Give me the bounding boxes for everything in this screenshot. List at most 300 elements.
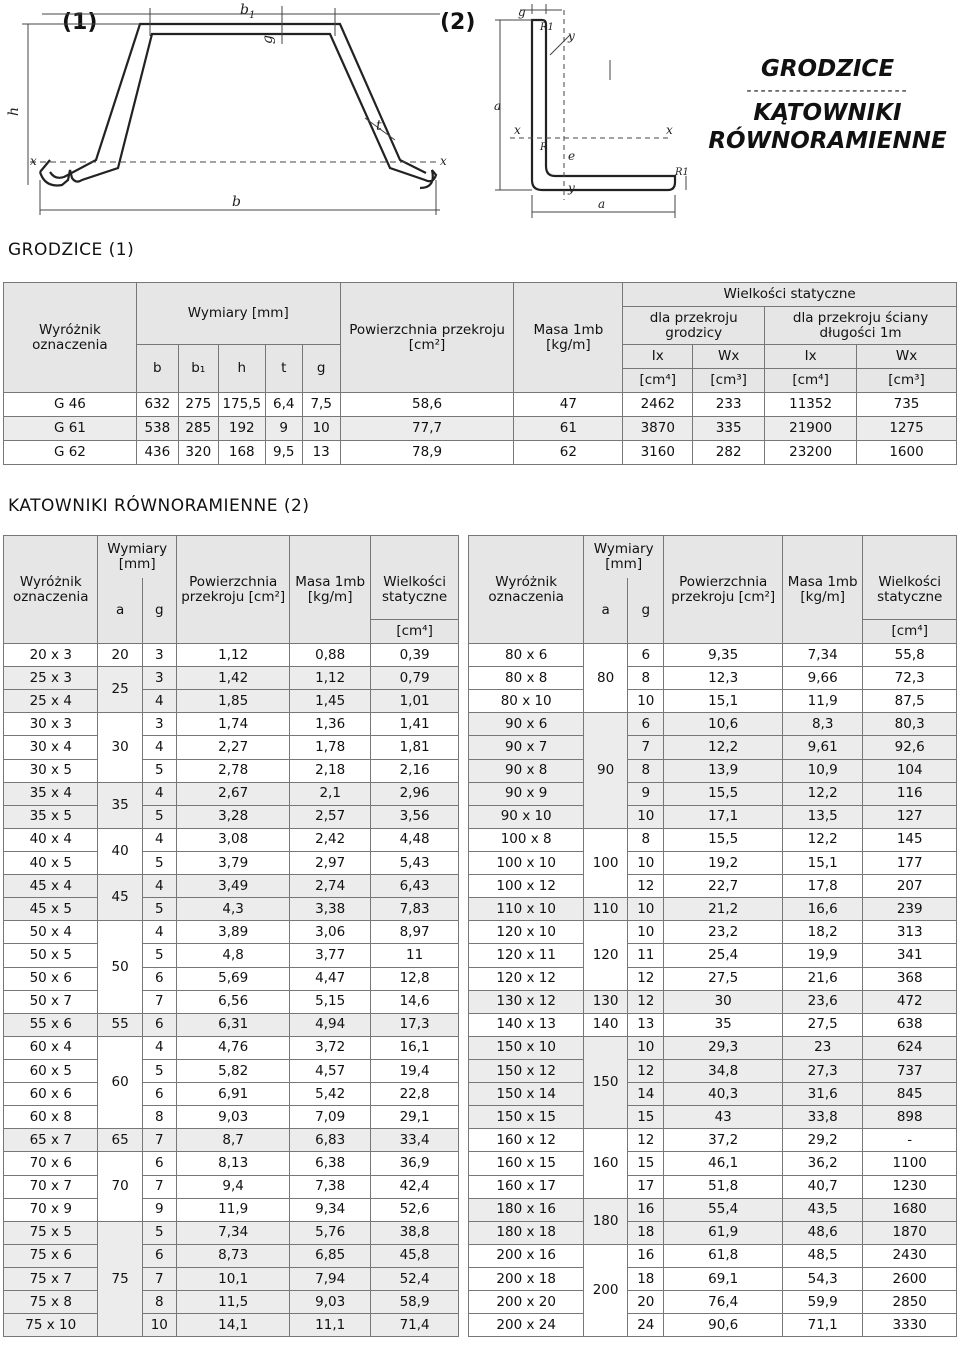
angle-designation-right: 180 x 16 xyxy=(469,1198,584,1221)
angle-mass-right: 7,34 xyxy=(783,644,863,667)
angle-g-left: 5 xyxy=(142,805,176,828)
angle-area-right: 76,4 xyxy=(664,1291,783,1314)
table-cell: 9 xyxy=(265,417,302,441)
table-cell: 3870 xyxy=(623,417,693,441)
angle-ix-right: 207 xyxy=(863,875,957,898)
angle-mass-right: 16,6 xyxy=(783,898,863,921)
table-cell: 62 xyxy=(514,441,623,465)
angle-mass-left: 1,36 xyxy=(290,713,370,736)
g-head-b1: b₁ xyxy=(178,345,218,393)
angle-mass-right: 13,5 xyxy=(783,805,863,828)
angle-mass-left: 7,38 xyxy=(290,1175,370,1198)
angle-area-left: 2,67 xyxy=(176,782,290,805)
table-separator xyxy=(459,690,469,713)
angle-ix-left: 14,6 xyxy=(370,990,458,1013)
angle-designation-right: 120 x 10 xyxy=(469,921,584,944)
angle-g-right: 8 xyxy=(628,667,664,690)
svg-text:R: R xyxy=(540,142,548,153)
k-head-wyroznik-r: Wyróżnik oznaczenia xyxy=(469,536,584,644)
table-row xyxy=(4,1314,957,1337)
angle-mass-left: 3,77 xyxy=(290,944,370,967)
angle-mass-left: 3,72 xyxy=(290,1036,370,1059)
angle-ix-left: 45,8 xyxy=(370,1244,458,1267)
svg-text:x: x xyxy=(514,123,521,137)
angle-ix-left: 19,4 xyxy=(370,1059,458,1082)
table-cell: 6,4 xyxy=(265,393,302,417)
angle-area-left: 4,3 xyxy=(176,898,290,921)
angle-a-right: 110 xyxy=(583,898,627,921)
angle-ix-left: 58,9 xyxy=(370,1291,458,1314)
table-row xyxy=(4,782,957,805)
angle-a-left: 55 xyxy=(98,1013,142,1036)
angle-designation-left: 40 x 5 xyxy=(4,851,98,874)
table-cell: 77,7 xyxy=(340,417,514,441)
angle-ix-right: 127 xyxy=(863,805,957,828)
g-head-b: b xyxy=(136,345,178,393)
angle-a-left: 35 xyxy=(98,782,142,828)
angle-designation-left: 55 x 6 xyxy=(4,1013,98,1036)
table-cell: 58,6 xyxy=(340,393,514,417)
angle-g-left: 6 xyxy=(142,1244,176,1267)
angle-mass-left: 6,85 xyxy=(290,1244,370,1267)
angle-a-right: 200 xyxy=(583,1244,627,1336)
angle-ix-right: 1680 xyxy=(863,1198,957,1221)
table-cell: 7,5 xyxy=(302,393,340,417)
angle-ix-left: 52,4 xyxy=(370,1267,458,1290)
svg-text:y: y xyxy=(568,181,575,195)
angle-g-right: 12 xyxy=(628,1059,664,1082)
angle-designation-right: 80 x 8 xyxy=(469,667,584,690)
angle-a-left: 60 xyxy=(98,1036,142,1128)
table-cell: G 46 xyxy=(4,393,137,417)
angle-g-left: 5 xyxy=(142,759,176,782)
table-cell: 1600 xyxy=(857,441,957,465)
table-separator xyxy=(459,1221,469,1244)
angle-ix-left: 3,56 xyxy=(370,805,458,828)
angle-ix-right: 177 xyxy=(863,851,957,874)
angle-mass-right: 12,2 xyxy=(783,782,863,805)
angle-g-left: 4 xyxy=(142,828,176,851)
angle-g-left: 8 xyxy=(142,1106,176,1129)
table-cell: 9,5 xyxy=(265,441,302,465)
svg-text:g: g xyxy=(260,35,276,44)
angle-mass-right: 59,9 xyxy=(783,1291,863,1314)
angle-area-right: 90,6 xyxy=(664,1314,783,1337)
angle-designation-right: 120 x 12 xyxy=(469,967,584,990)
angle-area-right: 40,3 xyxy=(664,1083,783,1106)
angle-designation-left: 75 x 6 xyxy=(4,1244,98,1267)
angle-drawing xyxy=(470,0,700,230)
angle-designation-left: 75 x 10 xyxy=(4,1314,98,1337)
table-cell: 10 xyxy=(302,417,340,441)
angle-designation-right: 160 x 17 xyxy=(469,1175,584,1198)
angle-letters xyxy=(494,5,689,211)
g-head-sciany: dla przekroju ściany długości 1m xyxy=(765,307,957,345)
angle-designation-left: 75 x 5 xyxy=(4,1221,98,1244)
angle-g-right: 9 xyxy=(628,782,664,805)
angle-designation-right: 100 x 10 xyxy=(469,851,584,874)
angle-ix-left: 11 xyxy=(370,944,458,967)
angle-ix-left: 16,1 xyxy=(370,1036,458,1059)
table-separator xyxy=(459,1013,469,1036)
table-row xyxy=(4,1036,957,1059)
angle-mass-right: 9,61 xyxy=(783,736,863,759)
angle-area-left: 4,8 xyxy=(176,944,290,967)
angle-area-left: 8,7 xyxy=(176,1129,290,1152)
table-cell: 61 xyxy=(514,417,623,441)
angle-ix-right: 3330 xyxy=(863,1314,957,1337)
angle-designation-right: 200 x 18 xyxy=(469,1267,584,1290)
svg-text:e: e xyxy=(568,149,576,163)
angle-area-right: 15,5 xyxy=(664,828,783,851)
table-row xyxy=(4,944,957,967)
angle-a-right: 150 xyxy=(583,1036,627,1128)
table-row xyxy=(4,736,957,759)
angle-area-left: 8,73 xyxy=(176,1244,290,1267)
angle-area-right: 21,2 xyxy=(664,898,783,921)
angle-a-right: 130 xyxy=(583,990,627,1013)
angle-designation-right: 180 x 18 xyxy=(469,1221,584,1244)
angle-designation-right: 100 x 8 xyxy=(469,828,584,851)
angle-a-left: 70 xyxy=(98,1152,142,1221)
table-cell: 78,9 xyxy=(340,441,514,465)
angle-area-right: 29,3 xyxy=(664,1036,783,1059)
angle-mass-right: 31,6 xyxy=(783,1083,863,1106)
angle-g-left: 4 xyxy=(142,921,176,944)
angle-ix-right: 2430 xyxy=(863,1244,957,1267)
angle-mass-left: 0,88 xyxy=(290,644,370,667)
angle-mass-right: 10,9 xyxy=(783,759,863,782)
angle-area-right: 10,6 xyxy=(664,713,783,736)
angle-g-left: 3 xyxy=(142,644,176,667)
angle-mass-left: 11,1 xyxy=(290,1314,370,1337)
table-separator xyxy=(459,1036,469,1059)
k-head-wielk-r: Wielkości statyczne xyxy=(863,536,957,620)
title-line2: KĄTOWNIKI xyxy=(753,100,902,126)
angle-g-left: 6 xyxy=(142,1152,176,1175)
angle-designation-right: 100 x 12 xyxy=(469,875,584,898)
angle-designation-left: 50 x 6 xyxy=(4,967,98,990)
angle-designation-right: 150 x 12 xyxy=(469,1059,584,1082)
angle-ix-right: 472 xyxy=(863,990,957,1013)
table-row xyxy=(4,667,957,690)
table-separator xyxy=(459,782,469,805)
angle-a-left: 25 xyxy=(98,667,142,713)
table-separator xyxy=(459,990,469,1013)
table-cell: 282 xyxy=(693,441,765,465)
angle-area-left: 11,5 xyxy=(176,1291,290,1314)
angle-area-left: 6,91 xyxy=(176,1083,290,1106)
angle-mass-left: 9,03 xyxy=(290,1291,370,1314)
angle-mass-left: 1,12 xyxy=(290,667,370,690)
angle-ix-left: 17,3 xyxy=(370,1013,458,1036)
g-head-ix2: Ix xyxy=(765,345,857,369)
k-head-masa-r: Masa 1mb [kg/m] xyxy=(783,536,863,644)
g-unit-wx1: [cm³] xyxy=(693,369,765,393)
table-separator xyxy=(459,828,469,851)
angle-designation-right: 160 x 15 xyxy=(469,1152,584,1175)
angle-mass-right: 21,6 xyxy=(783,967,863,990)
table-separator xyxy=(459,1198,469,1221)
g-head-t: t xyxy=(265,345,302,393)
angle-designation-right: 150 x 15 xyxy=(469,1106,584,1129)
svg-text:R1: R1 xyxy=(540,22,554,33)
angle-mass-right: 29,2 xyxy=(783,1129,863,1152)
table-row xyxy=(4,1267,957,1290)
angle-mass-left: 1,45 xyxy=(290,690,370,713)
angle-area-right: 9,35 xyxy=(664,644,783,667)
table-separator xyxy=(459,944,469,967)
angle-area-left: 3,49 xyxy=(176,875,290,898)
angle-g-right: 20 xyxy=(628,1291,664,1314)
angle-area-left: 2,78 xyxy=(176,759,290,782)
angle-g-right: 24 xyxy=(628,1314,664,1337)
angle-designation-left: 65 x 7 xyxy=(4,1129,98,1152)
table-row xyxy=(4,393,957,417)
table-row xyxy=(4,1129,957,1152)
table-row xyxy=(4,690,957,713)
angle-area-left: 2,27 xyxy=(176,736,290,759)
svg-text:g: g xyxy=(518,5,526,19)
angle-area-left: 9,03 xyxy=(176,1106,290,1129)
table-separator xyxy=(459,967,469,990)
angle-g-left: 5 xyxy=(142,944,176,967)
svg-text:x: x xyxy=(440,154,447,168)
figure-1-label: (1) xyxy=(62,10,98,35)
angle-area-right: 55,4 xyxy=(664,1198,783,1221)
angle-ix-left: 4,48 xyxy=(370,828,458,851)
g-head-pow: Powierzchnia przekroju [cm²] xyxy=(340,283,514,393)
table-cell: 275 xyxy=(178,393,218,417)
angle-mass-left: 3,38 xyxy=(290,898,370,921)
angle-g-right: 12 xyxy=(628,990,664,1013)
angle-g-left: 3 xyxy=(142,667,176,690)
angle-g-left: 8 xyxy=(142,1291,176,1314)
k-unit-ix-l: [cm⁴] xyxy=(370,620,458,644)
katowniki-table xyxy=(3,535,957,1337)
angle-g-left: 5 xyxy=(142,1221,176,1244)
angle-designation-right: 200 x 16 xyxy=(469,1244,584,1267)
angle-mass-left: 5,15 xyxy=(290,990,370,1013)
angle-g-right: 6 xyxy=(628,644,664,667)
angle-mass-left: 2,1 xyxy=(290,782,370,805)
angle-designation-right: 150 x 14 xyxy=(469,1083,584,1106)
angle-g-right: 11 xyxy=(628,944,664,967)
angle-ix-left: 6,43 xyxy=(370,875,458,898)
angle-designation-left: 25 x 3 xyxy=(4,667,98,690)
angle-designation-right: 80 x 10 xyxy=(469,690,584,713)
angle-g-left: 6 xyxy=(142,1083,176,1106)
angle-area-right: 13,9 xyxy=(664,759,783,782)
angle-area-right: 43 xyxy=(664,1106,783,1129)
table-cell: G 61 xyxy=(4,417,137,441)
angle-area-right: 25,4 xyxy=(664,944,783,967)
angle-area-left: 3,08 xyxy=(176,828,290,851)
angle-area-right: 15,1 xyxy=(664,690,783,713)
k-head-wielk-l: Wielkości statyczne xyxy=(370,536,458,620)
angle-g-right: 16 xyxy=(628,1198,664,1221)
angle-ix-right: 1870 xyxy=(863,1221,957,1244)
table-separator xyxy=(459,875,469,898)
angle-mass-right: 36,2 xyxy=(783,1152,863,1175)
table-cell: 23200 xyxy=(765,441,857,465)
table-separator xyxy=(459,1175,469,1198)
angle-area-left: 5,69 xyxy=(176,967,290,990)
angle-mass-left: 2,18 xyxy=(290,759,370,782)
angle-ix-right: 845 xyxy=(863,1083,957,1106)
angle-designation-right: 150 x 10 xyxy=(469,1036,584,1059)
angle-designation-left: 60 x 8 xyxy=(4,1106,98,1129)
angle-ix-left: 52,6 xyxy=(370,1198,458,1221)
table-cell: 168 xyxy=(218,441,265,465)
table-separator xyxy=(459,1314,469,1337)
angle-a-right: 100 xyxy=(583,828,627,897)
angle-designation-left: 70 x 6 xyxy=(4,1152,98,1175)
angle-g-left: 7 xyxy=(142,1267,176,1290)
table-separator xyxy=(459,1152,469,1175)
k-head-g-l: g xyxy=(142,578,176,644)
angle-ix-left: 22,8 xyxy=(370,1083,458,1106)
table-cell: 11352 xyxy=(765,393,857,417)
table-row xyxy=(4,1152,957,1175)
angle-g-right: 17 xyxy=(628,1175,664,1198)
g-unit-ix2: [cm⁴] xyxy=(765,369,857,393)
table-separator xyxy=(459,713,469,736)
g-head-masa: Masa 1mb [kg/m] xyxy=(514,283,623,393)
angle-ix-right: 116 xyxy=(863,782,957,805)
angle-mass-left: 5,76 xyxy=(290,1221,370,1244)
g-head-ix1: Ix xyxy=(623,345,693,369)
table-cell: 3160 xyxy=(623,441,693,465)
angle-a-right: 180 xyxy=(583,1198,627,1244)
angle-g-right: 8 xyxy=(628,828,664,851)
angle-area-left: 6,31 xyxy=(176,1013,290,1036)
angle-designation-left: 25 x 4 xyxy=(4,690,98,713)
table-separator xyxy=(459,759,469,782)
angle-area-right: 17,1 xyxy=(664,805,783,828)
angle-a-right: 140 xyxy=(583,1013,627,1036)
angle-g-left: 9 xyxy=(142,1198,176,1221)
angle-g-right: 6 xyxy=(628,713,664,736)
angle-mass-right: 71,1 xyxy=(783,1314,863,1337)
angle-g-right: 18 xyxy=(628,1267,664,1290)
table-row xyxy=(4,805,957,828)
table-row xyxy=(4,1198,957,1221)
angle-mass-right: 48,6 xyxy=(783,1221,863,1244)
angle-g-right: 13 xyxy=(628,1013,664,1036)
title-line1: GRODZICE xyxy=(760,56,895,82)
table-separator xyxy=(459,1291,469,1314)
table-separator xyxy=(459,644,469,667)
angle-area-right: 30 xyxy=(664,990,783,1013)
table-row xyxy=(4,1106,957,1129)
angle-mass-right: 27,3 xyxy=(783,1059,863,1082)
angle-area-right: 37,2 xyxy=(664,1129,783,1152)
angle-g-left: 4 xyxy=(142,736,176,759)
angle-g-left: 7 xyxy=(142,1175,176,1198)
table-cell: 192 xyxy=(218,417,265,441)
angle-a-right: 80 xyxy=(583,644,627,713)
svg-text:x: x xyxy=(666,123,673,137)
angle-g-left: 5 xyxy=(142,851,176,874)
angle-designation-left: 50 x 5 xyxy=(4,944,98,967)
sheet-pile-profile xyxy=(40,24,436,188)
table-row xyxy=(4,851,957,874)
table-separator xyxy=(459,898,469,921)
g-head-wx2: Wx xyxy=(857,345,957,369)
angle-ix-left: 29,1 xyxy=(370,1106,458,1129)
angle-mass-left: 1,78 xyxy=(290,736,370,759)
svg-text:1: 1 xyxy=(249,10,256,21)
angle-designation-right: 90 x 10 xyxy=(469,805,584,828)
table-separator xyxy=(459,851,469,874)
angle-mass-right: 11,9 xyxy=(783,690,863,713)
table-row xyxy=(4,1175,957,1198)
table-separator xyxy=(459,1083,469,1106)
table-row xyxy=(4,921,957,944)
grodzice-body xyxy=(4,393,957,465)
angle-mass-left: 2,97 xyxy=(290,851,370,874)
angle-g-right: 10 xyxy=(628,921,664,944)
table-cell: 538 xyxy=(136,417,178,441)
angle-designation-left: 45 x 5 xyxy=(4,898,98,921)
sheet-pile-drawing xyxy=(0,0,460,230)
angle-designation-left: 60 x 5 xyxy=(4,1059,98,1082)
angle-designation-left: 50 x 4 xyxy=(4,921,98,944)
angle-g-right: 8 xyxy=(628,759,664,782)
table-row xyxy=(4,875,957,898)
angle-ix-left: 71,4 xyxy=(370,1314,458,1337)
table-cell: 13 xyxy=(302,441,340,465)
angle-area-right: 35 xyxy=(664,1013,783,1036)
angle-area-left: 8,13 xyxy=(176,1152,290,1175)
angle-ix-left: 2,96 xyxy=(370,782,458,805)
angle-designation-right: 90 x 8 xyxy=(469,759,584,782)
angle-ix-left: 0,79 xyxy=(370,667,458,690)
angle-designation-left: 35 x 5 xyxy=(4,805,98,828)
angle-ix-right: 1100 xyxy=(863,1152,957,1175)
angle-g-right: 10 xyxy=(628,851,664,874)
table-row xyxy=(4,441,957,465)
table-separator xyxy=(459,805,469,828)
angle-area-left: 1,74 xyxy=(176,713,290,736)
table-row xyxy=(4,1244,957,1267)
angle-area-left: 6,56 xyxy=(176,990,290,1013)
angle-ix-right: 341 xyxy=(863,944,957,967)
table-row xyxy=(4,417,957,441)
angle-ix-right: 80,3 xyxy=(863,713,957,736)
svg-text:a: a xyxy=(494,99,502,113)
angle-area-left: 3,89 xyxy=(176,921,290,944)
angle-mass-right: 40,7 xyxy=(783,1175,863,1198)
angle-mass-right: 12,2 xyxy=(783,828,863,851)
angle-g-right: 12 xyxy=(628,1129,664,1152)
angle-g-left: 4 xyxy=(142,690,176,713)
table-separator xyxy=(459,1059,469,1082)
angle-g-right: 15 xyxy=(628,1152,664,1175)
table-cell: G 62 xyxy=(4,441,137,465)
table-cell: 47 xyxy=(514,393,623,417)
angle-a-right: 160 xyxy=(583,1129,627,1198)
g-head-grodzicy: dla przekroju grodzicy xyxy=(623,307,765,345)
k-head-pow-l: Powierzchnia przekroju [cm²] xyxy=(176,536,290,644)
angle-designation-left: 70 x 9 xyxy=(4,1198,98,1221)
angle-area-right: 12,3 xyxy=(664,667,783,690)
angle-ix-left: 8,97 xyxy=(370,921,458,944)
angle-area-left: 1,85 xyxy=(176,690,290,713)
angle-designation-right: 200 x 24 xyxy=(469,1314,584,1337)
angle-area-right: 61,9 xyxy=(664,1221,783,1244)
